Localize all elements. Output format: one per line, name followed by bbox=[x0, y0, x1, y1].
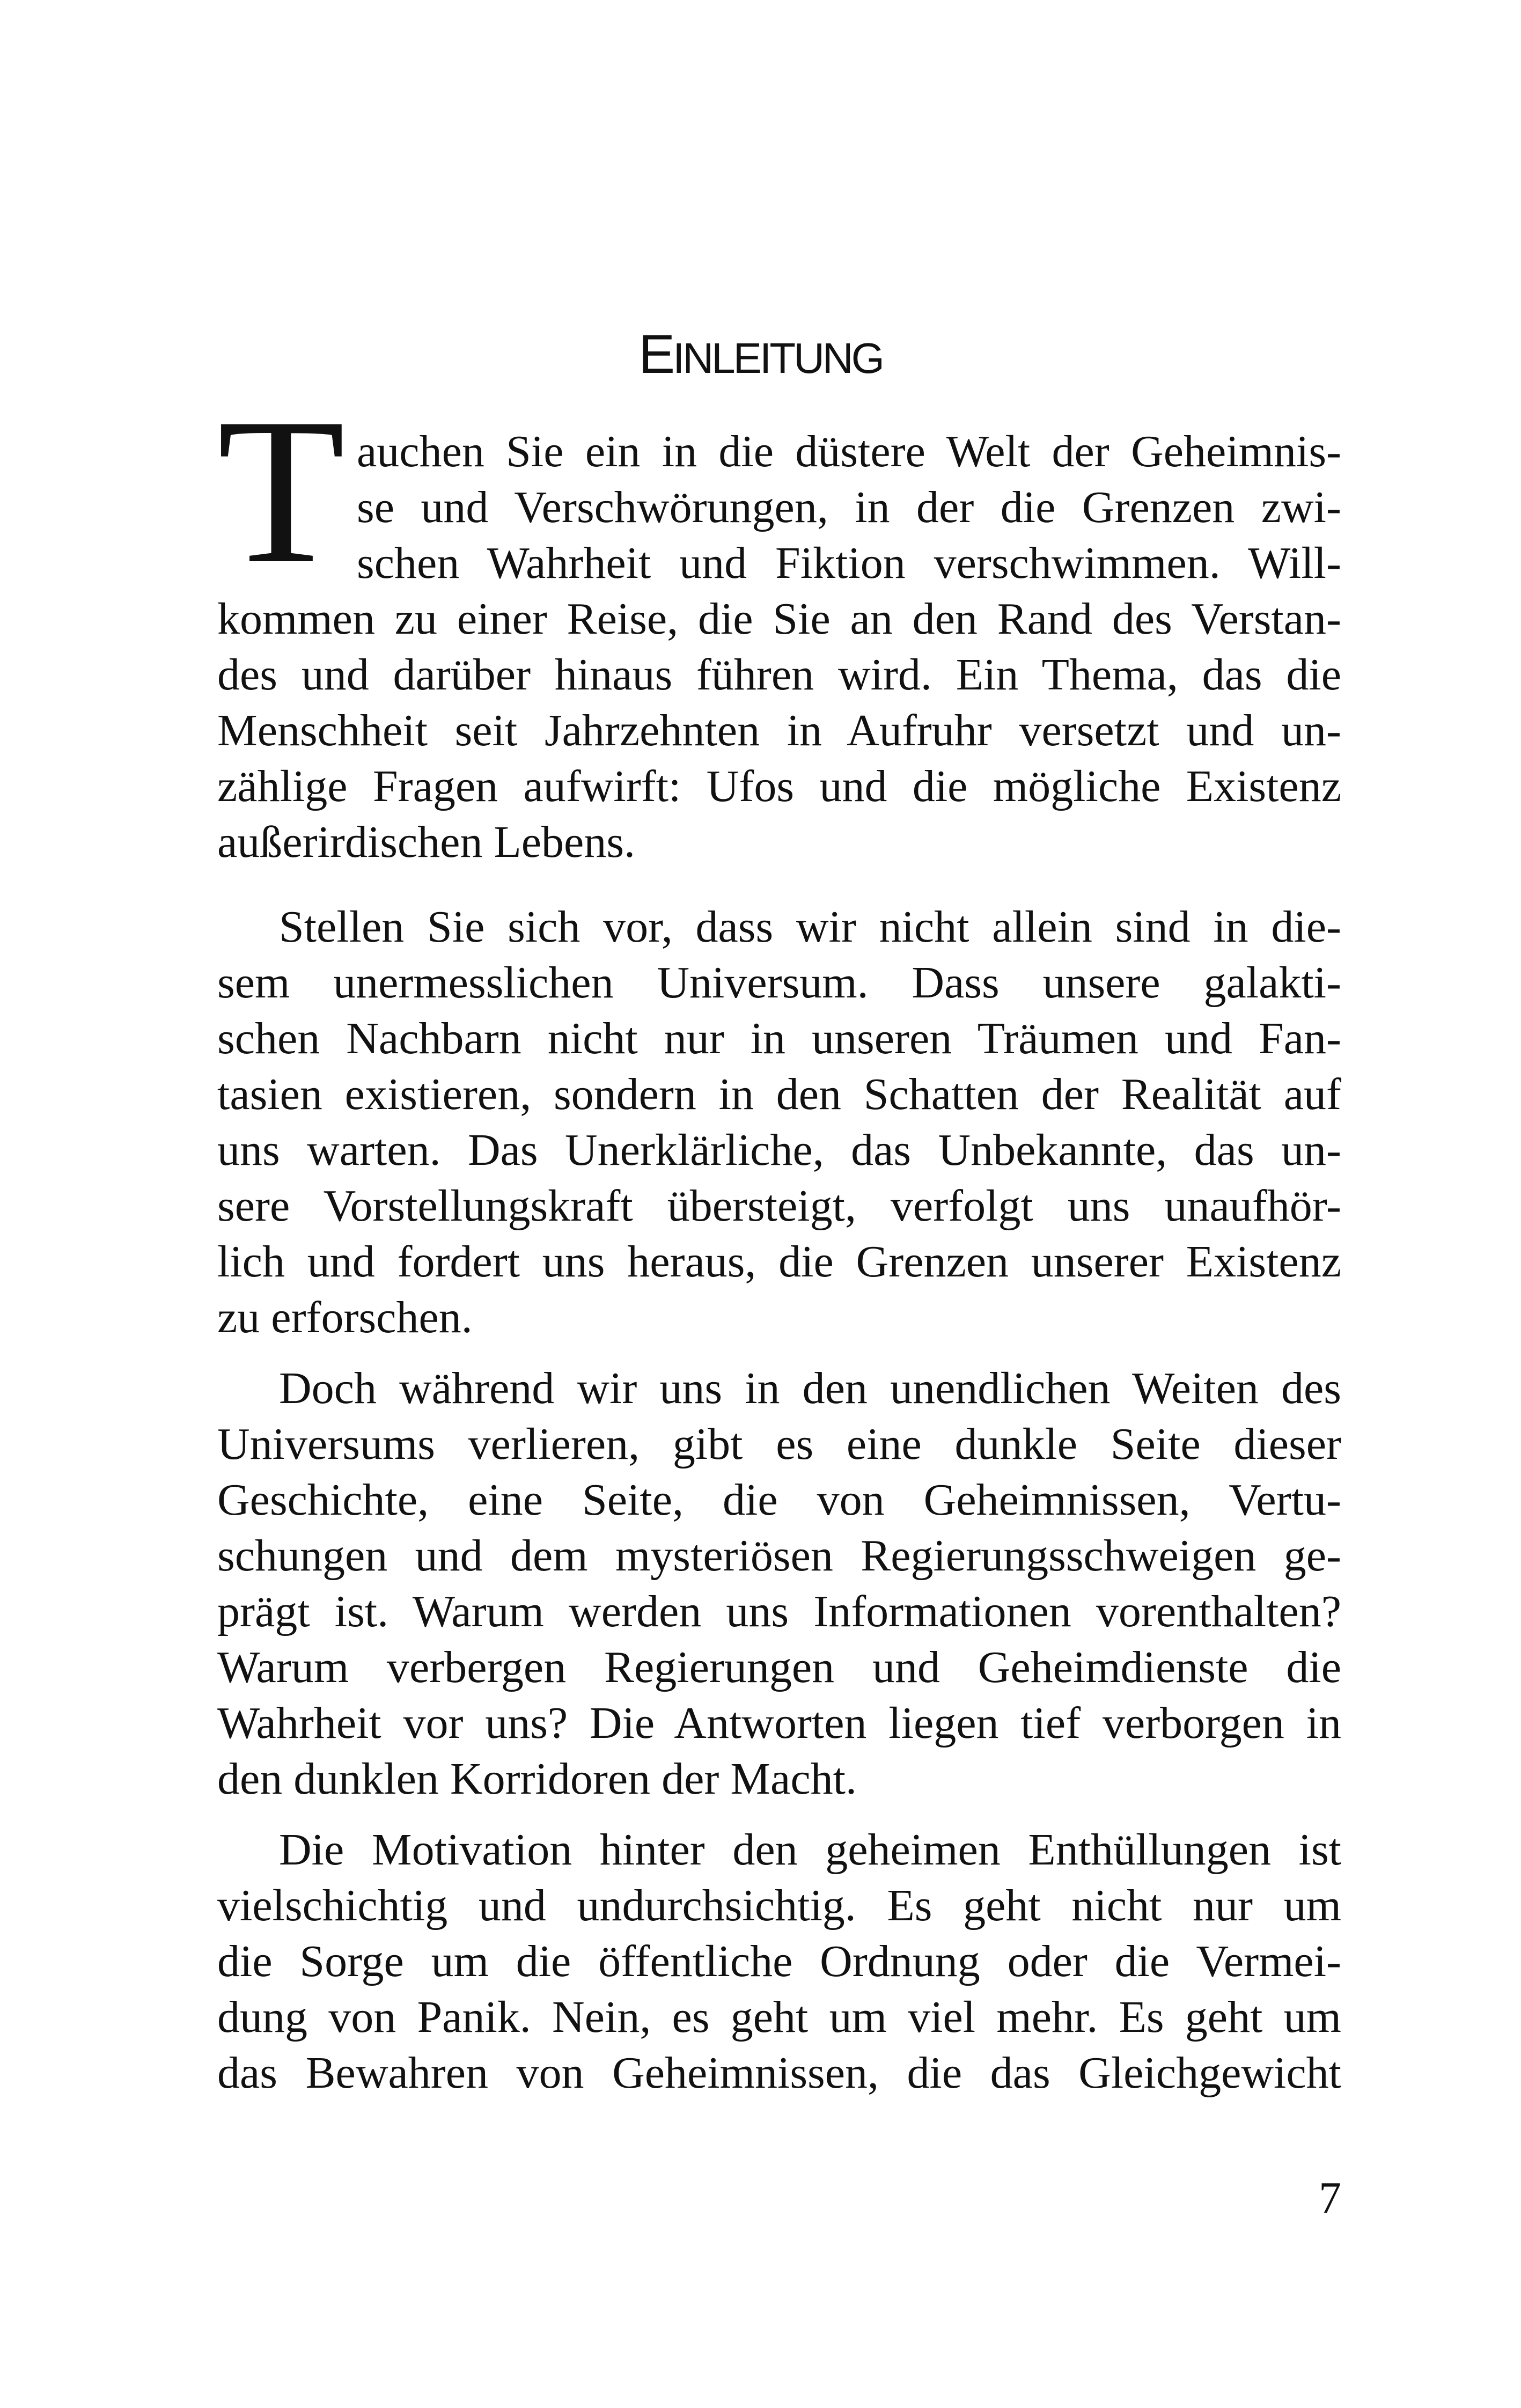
text-line: Warum verbergen Regierungen und Geheimdienste die bbox=[217, 1642, 1341, 1692]
text-line: dung von Panik. Nein, es geht um viel mehr. Es geht um bbox=[217, 1992, 1341, 2042]
text-line: Stellen Sie sich vor, dass wir nicht allein sind in die- bbox=[279, 902, 1341, 952]
chapter-heading-rest: INLEITUNG bbox=[673, 334, 883, 382]
text-line: außerirdischen Lebens. bbox=[217, 817, 636, 867]
text-line: sem unermesslichen Universum. Dass unsere galakti- bbox=[217, 958, 1341, 1008]
text-line: uns warten. Das Unerklärliche, das Unbekannte, das un- bbox=[217, 1125, 1341, 1175]
text-line: Die Motivation hinter den geheimen Enthüllungen ist bbox=[279, 1825, 1341, 1875]
text-line: auchen Sie ein in die düstere Welt der Geheimnis- bbox=[357, 427, 1341, 476]
text-line: Geschichte, eine Seite, die von Geheimnissen, Vertu- bbox=[217, 1475, 1341, 1525]
text-line: se und Verschwörungen, in der die Grenzen zwi- bbox=[357, 482, 1341, 532]
text-line: Doch während wir uns in den unendlichen Weiten des bbox=[279, 1363, 1341, 1413]
page-number: 7 bbox=[1319, 2173, 1341, 2223]
text-line: schen Wahrheit und Fiktion verschwimmen. Will- bbox=[357, 538, 1341, 588]
text-line: des und darüber hinaus führen wird. Ein Thema, das die bbox=[217, 650, 1341, 700]
text-line: den dunklen Korridoren der Macht. bbox=[217, 1754, 857, 1804]
text-line: sere Vorstellungskraft übersteigt, verfolgt uns unaufhör- bbox=[217, 1181, 1341, 1231]
text-line: Menschheit seit Jahrzehnten in Aufruhr versetzt und un- bbox=[217, 706, 1341, 755]
text-line: lich und fordert uns heraus, die Grenzen unserer Existenz bbox=[217, 1237, 1341, 1287]
text-line: kommen zu einer Reise, die Sie an den Rand des Verstan- bbox=[217, 594, 1341, 644]
text-line: zu erforschen. bbox=[217, 1293, 473, 1342]
text-line: zählige Fragen aufwirft: Ufos und die mögliche Existenz bbox=[217, 761, 1341, 811]
text-line: prägt ist. Warum werden uns Informationen vorenthalten? bbox=[217, 1587, 1341, 1636]
text-line: vielschichtig und undurchsichtig. Es geht nicht nur um bbox=[217, 1881, 1341, 1930]
text-line: schen Nachbarn nicht nur in unseren Träumen und Fan- bbox=[217, 1014, 1341, 1063]
drop-cap: T bbox=[217, 375, 346, 607]
text-line: Universums verlieren, gibt es eine dunkle Seite dieser bbox=[217, 1419, 1341, 1469]
text-line: die Sorge um die öffentliche Ordnung oder die Vermei- bbox=[217, 1936, 1341, 1986]
text-line: schungen und dem mysteriösen Regierungsschweigen ge- bbox=[217, 1531, 1341, 1581]
text-line: tasien existieren, sondern in den Schatten der Realität auf bbox=[217, 1069, 1341, 1119]
text-line: das Bewahren von Geheimnissen, die das Gleichgewicht bbox=[217, 2048, 1341, 2098]
chapter-heading-initial: E bbox=[638, 324, 673, 385]
text-line: Wahrheit vor uns? Die Antworten liegen tief verborgen in bbox=[217, 1698, 1341, 1748]
